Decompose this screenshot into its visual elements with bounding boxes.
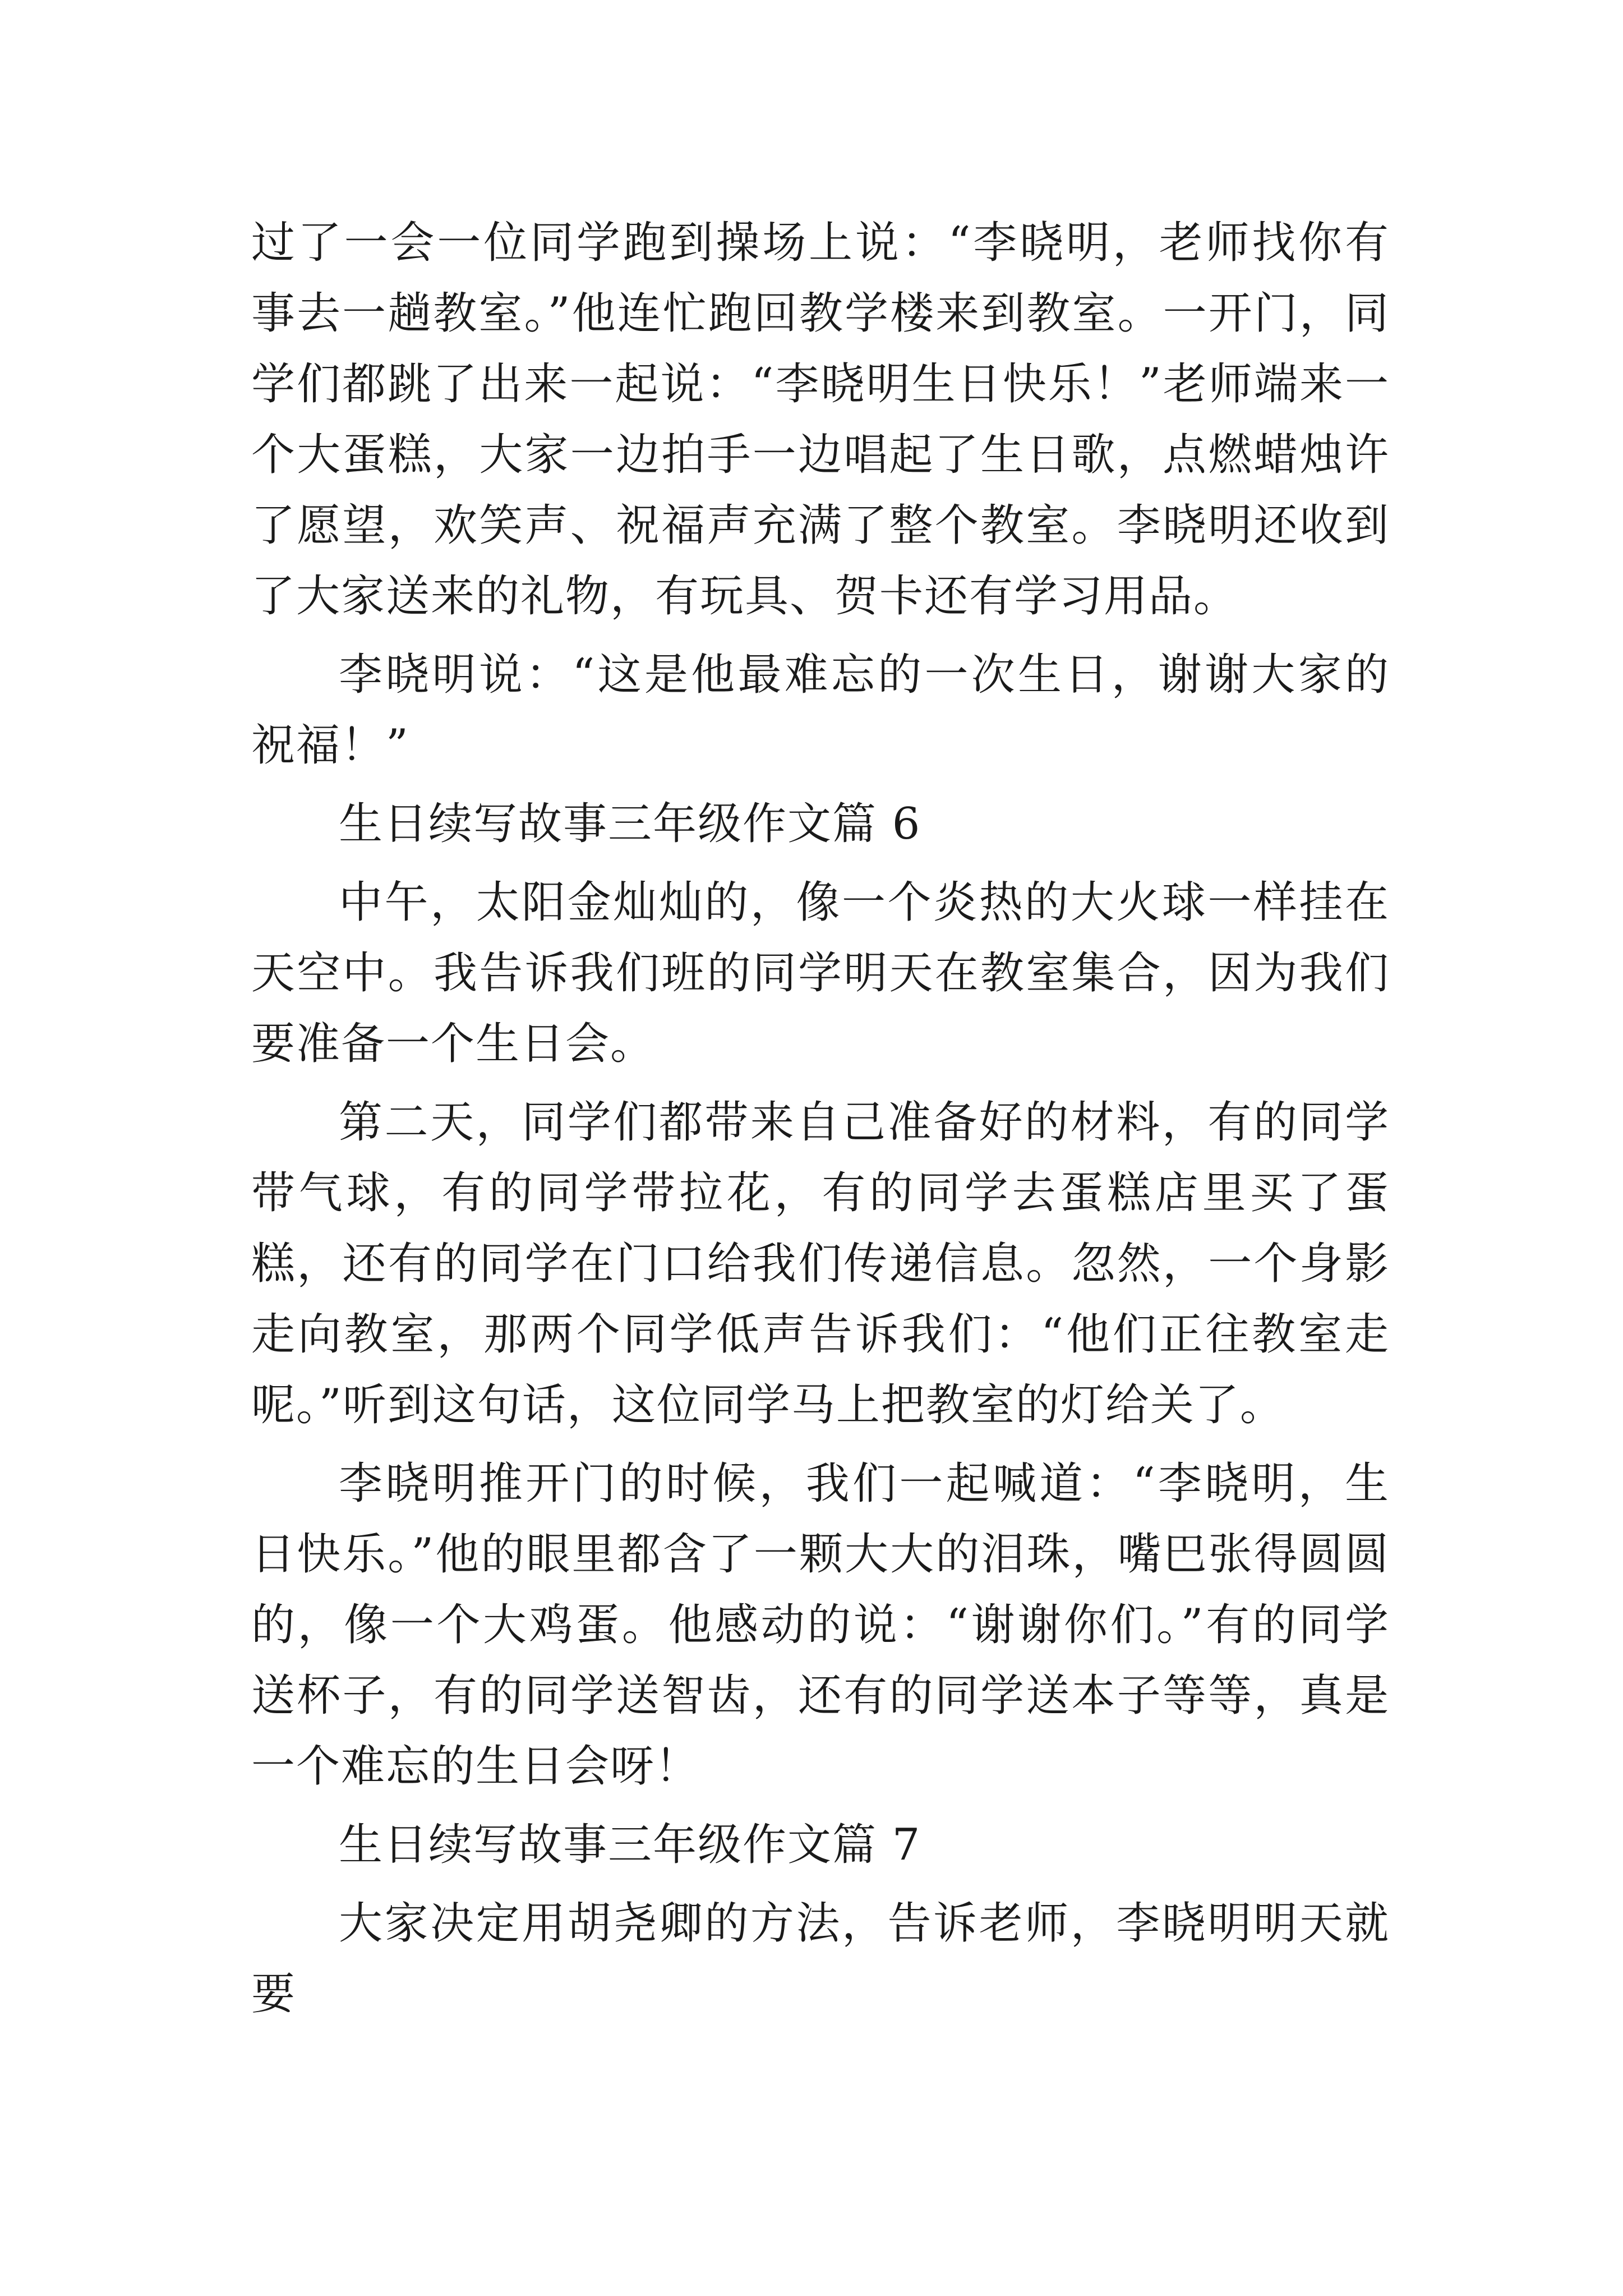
paragraph-6: 大家决定用胡尧卿的方法，告诉老师，李晓明明天就要 (251, 1898, 1390, 2019)
paragraph-2: 李晓明说：“这是他最难忘的一次生日，谢谢大家的祝福！” (251, 650, 1390, 771)
document-body (251, 208, 1390, 2037)
paragraph-4: 第二天，同学们都带来自己准备好的材料，有的同学带气球，有的同学带拉花，有的同学去蛋糕店里买了蛋糕，还有的同学在门口给我们传递信息。忽然，一个身影走向教室，那两个同学低声告诉我们：“他们正往教室走呢。”听到这句话，这位同学马上把教室的灯给关了。 (251, 1097, 1390, 1430)
section-heading-6: 生日续写故事三年级作文篇 6 (339, 799, 921, 849)
paragraph-1: 过了一会一位同学跑到操场上说：“李晓明，老师找你有事去一趟教室。”他连忙跑回教学楼来到教室。一开门，同学们都跳了出来一起说：“李晓明生日快乐！”老师端来一个大蛋糕，大家一边拍手一边唱起了生日歌，点燃蜡烛许了愿望，欢笑声、祝福声充满了整个教室。李晓明还收到了大家送来的礼物，有玩具、贺卡还有学习用品。 (251, 218, 1390, 622)
paragraph-5: 李晓明推开门的时候，我们一起喊道：“李晓明，生日快乐。”他的眼里都含了一颗大大的泪珠，嘴巴张得圆圆的，像一个大鸡蛋。他感动的说：“谢谢你们。”有的同学送杯子，有的同学送智齿，还有的同学送本子等等，真是一个难忘的生日会呀！ (251, 1458, 1390, 1792)
paragraph-3: 中午，太阳金灿灿的，像一个炎热的大火球一样挂在天空中。我告诉我们班的同学明天在教室集合，因为我们要准备一个生日会。 (251, 877, 1390, 1069)
section-heading-7: 生日续写故事三年级作文篇 7 (339, 1820, 921, 1870)
